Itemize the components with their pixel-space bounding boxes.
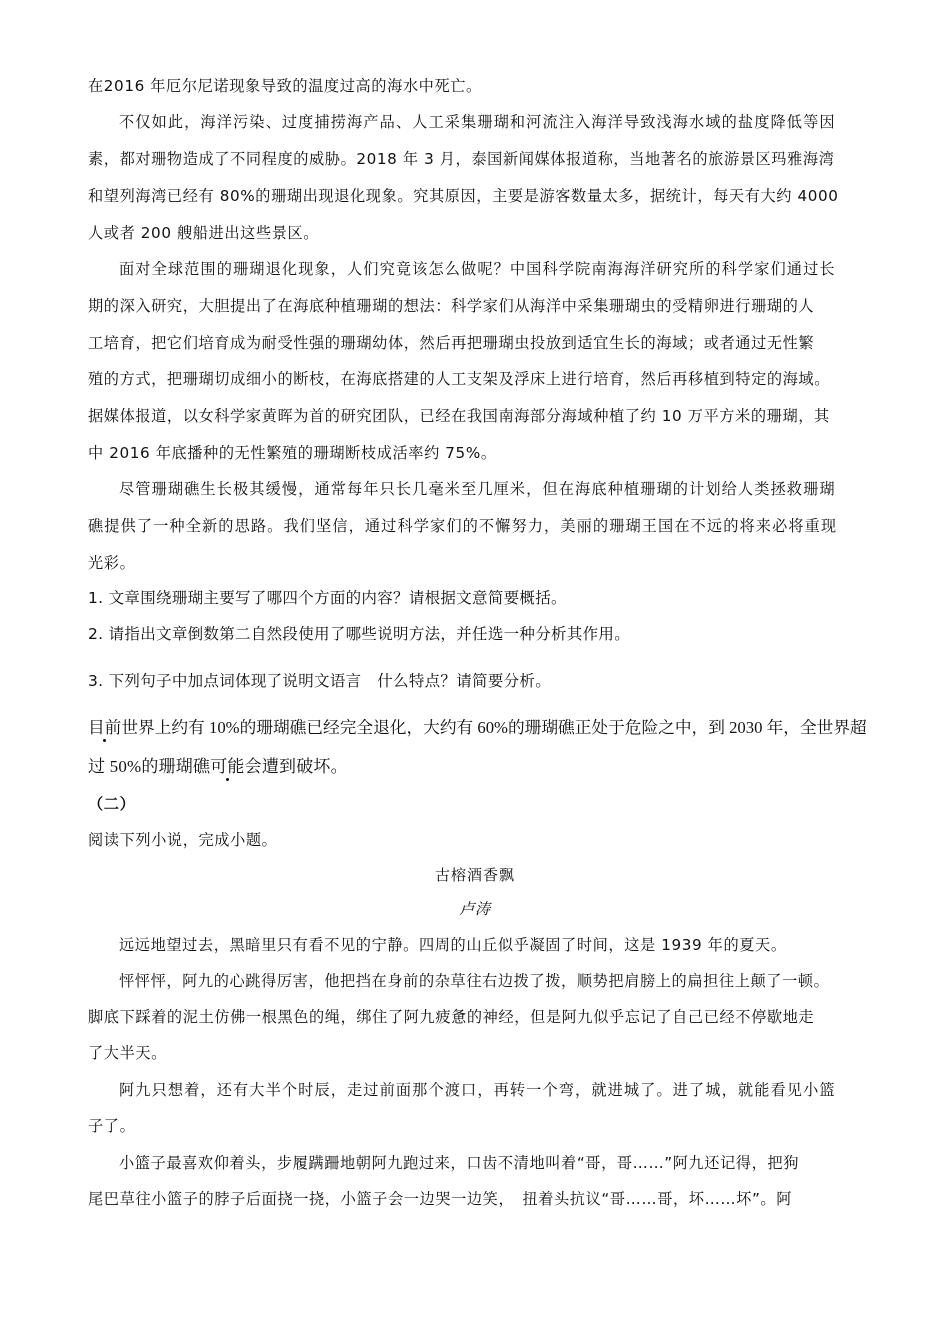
paragraph-line: 了大半天。 [88,1044,167,1062]
emphasized-word: 目前 [88,718,122,737]
paragraph-line: 工培育，把它们培育成为耐受性强的珊瑚幼体，然后再把珊瑚虫投放到适宜生长的海域；或者通过无性繁 [88,334,815,352]
paragraph-line: 尾巴草往小篮子的脖子后面挠一挠，小篮子会一边哭一边笑， 扭着头抗议“哥……哥，坏……坏”。阿 [88,1190,792,1208]
paragraph-line: 面对全球范围的珊瑚退化现象，人们究竟该怎么做呢？中国科学院南海海洋研究所的科学家们通过长 [119,260,836,278]
quoted-sentence-line-2 [88,757,868,777]
paragraph-line: 殖的方式，把珊瑚切成细小的断枝，在海底搭建的人工支架及浮床上进行培育，然后再移植到特定的海域。 [88,370,831,388]
paragraph-line: 阿九只想着，还有大半个时辰，走过前面那个渡口，再转一个弯，就进城了。进了城，就能看见小篮 [119,1081,836,1099]
paragraph-line: 在2016 年厄尔尼诺现象导致的温度过高的海水中死亡。 [88,77,482,95]
paragraph-line: 光彩。 [88,554,136,572]
paragraph-line: 尽管珊瑚礁生长极其缓慢，通常每年只长几毫米至几厘米，但在海底种植珊瑚的计划给人类拯救珊瑚 [119,480,836,498]
question-1: 1. 文章围绕珊瑚主要写了哪四个方面的内容？请根据文意简要概括。 [88,589,567,607]
paragraph-line: 小篮子最喜欢仰着头，步履蹒跚地朝阿九跑过来，口齿不清地叫着“哥，哥……”阿九还记得，把狗 [119,1154,800,1172]
paragraph-line: 远远地望过去，黑暗里只有看不见的宁静。四周的山丘似乎凝固了时间，这是 1939 年的夏天。 [119,936,787,954]
quote-text: 会遭到破坏。 [244,757,348,776]
paragraph-line: 中 2016 年底播种的无性繁殖的珊瑚断枝成活率约 75%。 [88,444,497,462]
paragraph-line: 礁提供了一种全新的思路。我们坚信，通过科学家们的不懈努力，美丽的珊瑚王国在不远的将来必将重现 [88,517,838,535]
quote-text: 世界上约有 10%的珊瑚礁已经完全退化，大约有 60%的珊瑚礁正处于危险之中，到 2030 年，全世界超 [121,718,867,737]
quote-text: 过 50%的珊瑚礁 [88,757,211,776]
question-3: 3. 下列句子中加点词体现了说明文语言 什么特点？请简要分析。 [88,672,552,690]
story-author: 卢涛 [459,900,491,918]
paragraph-line: 怦怦怦，阿九的心跳得厉害，他把挡在身前的杂草往右边拨了拨，顺势把肩膀上的扁担往上颠了一顿。 [119,972,830,990]
quoted-sentence-line-1 [88,718,868,738]
paragraph-line: 和望列海湾已经有 80%的珊瑚出现退化现象。究其原因，主要是游客数量太多，据统计，每天有大约 4000 [88,187,839,205]
paragraph-line: 子了。 [88,1117,136,1135]
paragraph-line: 据媒体报道，以女科学家黄晖为首的研究团队，已经在我国南海部分海域种植了约 10 万平方米的珊瑚，其 [88,407,830,425]
paragraph-line: 脚底下踩着的泥土仿佛一根黑色的绳，绑住了阿九疲惫的神经，但是阿九似乎忘记了自己已经不停歇地走 [88,1008,815,1026]
paragraph-line: 素，都对珊物造成了不同程度的威胁。2018 年 3 月，泰国新闻媒体报道称，当地著名的旅游景区玛雅海湾 [88,150,835,168]
question-2: 2. 请指出文章倒数第二自然段使用了哪些说明方法，并任选一种分析其作用。 [88,625,631,643]
section-label: （二） [88,795,136,813]
emphasized-word: 可能 [210,757,245,776]
paragraph-line: 不仅如此，海洋污染、过度捕捞海产品、人工采集珊瑚和河流注入海洋导致浅海水域的盐度降低等因 [119,113,836,131]
section-instruction: 阅读下列小说，完成小题。 [88,831,278,849]
paragraph-line: 期的深入研究，大胆提出了在海底种植珊瑚的想法：科学家们从海洋中采集珊瑚虫的受精卵进行珊瑚的人 [88,297,815,315]
paragraph-line: 人或者 200 艘船进出这些景区。 [88,224,320,242]
story-title: 古榕酒香飘 [434,866,515,884]
